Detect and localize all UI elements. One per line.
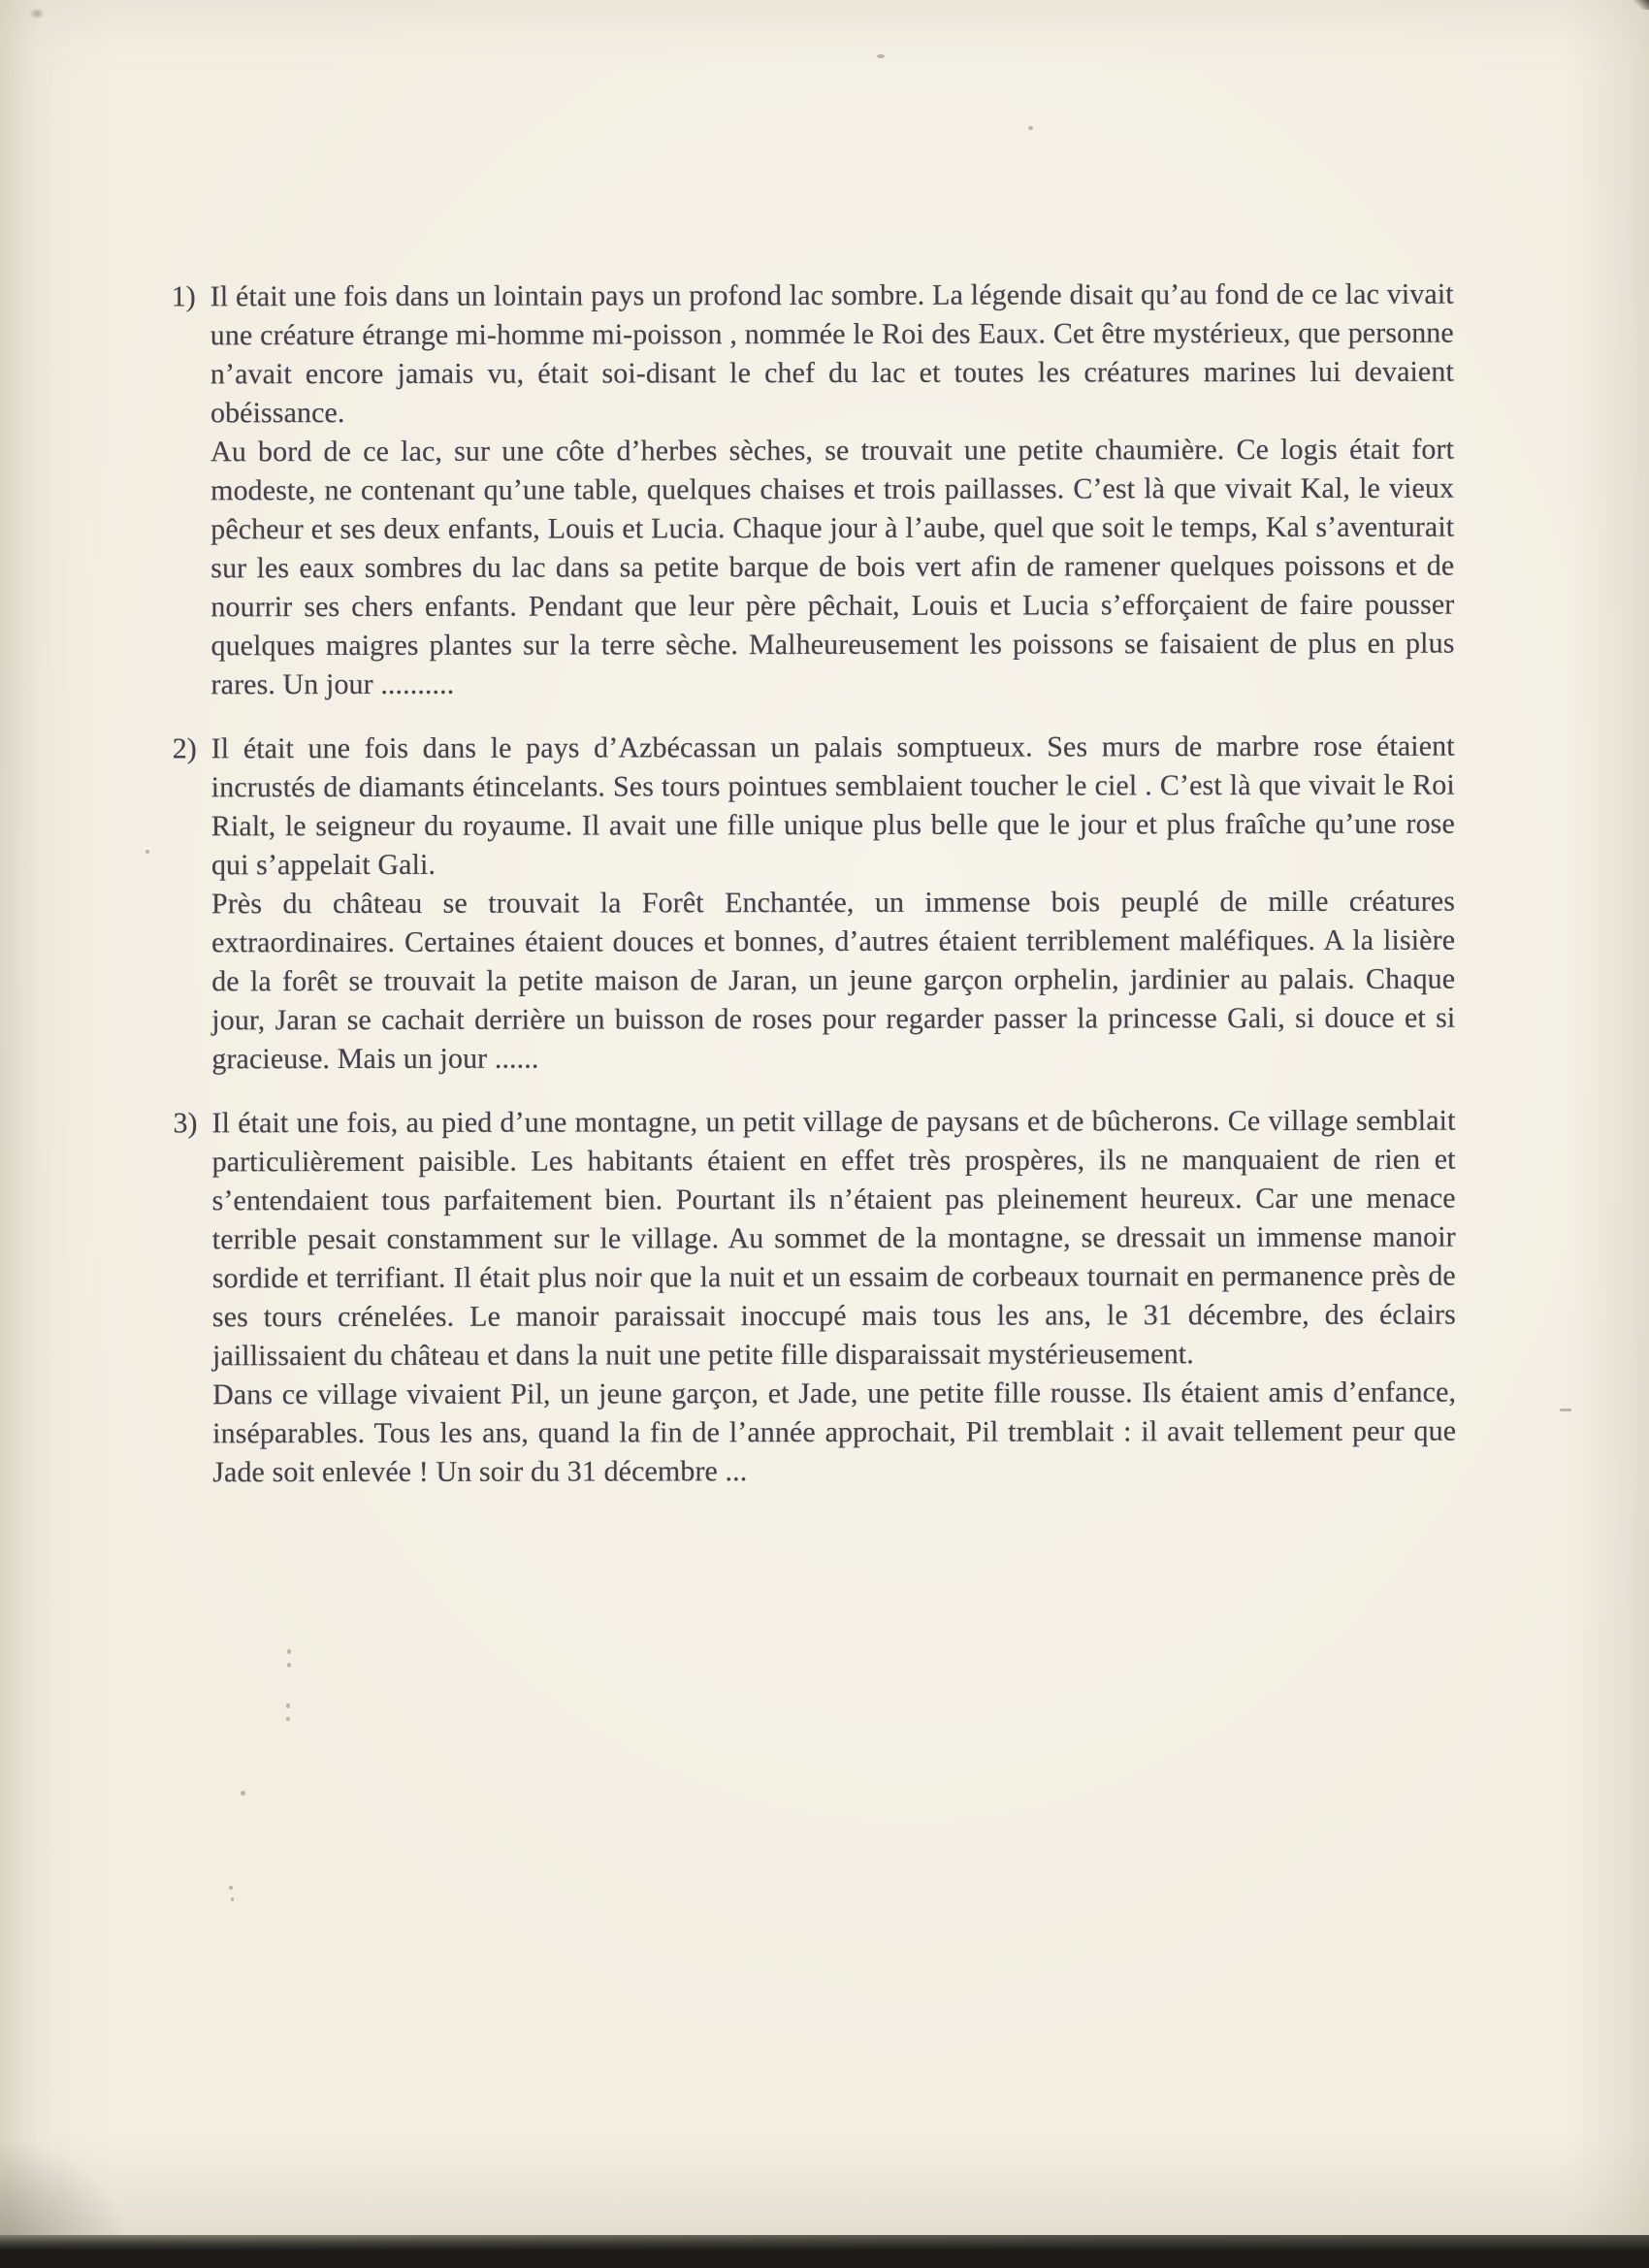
scan-speck <box>146 850 149 854</box>
page-corner-shadow <box>0 2084 184 2249</box>
story-paragraph: Près du château se trouvait la Forêt Enchantée, un immense bois peuplé de mille créatures extraordinaires. Certaines étaient douces et bonnes, d’autres étaient terriblement maléfiques. A la lisière de la forêt se trouvait la petite maison de Jaran, un jeune garçon orphelin, jardinier au palais. Chaque jour, Jaran se cachait derrière un buisson de roses pour regarder passer la princesse Gali, si douce et si gracieuse. Mais un jour ...... <box>210 885 1456 1076</box>
scan-speck <box>241 1791 245 1796</box>
scan-speck <box>877 54 885 58</box>
scan-speck <box>287 1649 291 1654</box>
story-paragraph: Il était une fois dans le pays d’Azbécassan un palais somptueux. Ses murs de marbre rose étaient incrustés de diamants étincelants. Ses tours pointues semblaient toucher le ciel . C’est là que vivait le Roi Rialt, le seigneur du royaume. Il avait une fille unique plus belle que le jour et plus fraîche qu’une rose qui s’appelait Gali. <box>210 729 1455 882</box>
story-text <box>211 728 1456 1080</box>
story-paragraph: Il était une fois dans un lointain pays un profond lac sombre. La légende disait qu’au fond de ce lac vivait une créature étrange mi-homme mi-poisson , nommée le Roi des Eaux. Cet être mystérieux, que personne n’avait encore jamais vu, était soi-disant le chef du lac et toutes les créatures marines lui devaient obéissance. <box>210 277 1454 430</box>
scan-speck <box>286 1703 290 1708</box>
story-text <box>210 275 1455 705</box>
scan-speck <box>231 1897 234 1901</box>
story-text <box>211 1102 1456 1493</box>
story-item-2 <box>173 728 1464 1080</box>
scan-edge-nick <box>1633 0 1649 10</box>
scan-speck <box>1560 1409 1571 1411</box>
scan-speck <box>287 1663 291 1668</box>
story-paragraph: Dans ce village vivaient Pil, un jeune garçon, et Jade, une petite fille rousse. Ils étaient amis d’enfance, inséparables. Tous les ans, quand la fin de l’année approchait, Pil tremblait : il avait tellement peur que Jade soit enlevée ! Un soir du 31 décembre ... <box>212 1376 1457 1489</box>
scan-speck <box>229 1886 233 1890</box>
story-list <box>172 275 1465 1518</box>
scan-edge-bottom <box>0 2235 1649 2268</box>
story-paragraph: Il était une fois, au pied d’une montagne, un petit village de paysans et de bûcherons. Ce village semblait particulièrement paisible. Les habitants étaient en effet très prospères, ils ne manquaient de rien et s’entendaient tous parfaitement bien. Pourtant ils n’étaient pas pleinement heureux. Car une menace terrible pesait constamment sur le village. Au sommet de la montagne, se dressait un immense manoir sordide et terrifiant. Il était plus noir que la nuit et un essaim de corbeaux tournait en permanence près de ses tours crénelées. Le manoir paraissait inoccupé mais tous les ans, le 31 décembre, des éclairs jaillissaient du château et dans la nuit une petite fille disparaissait mystérieusement. <box>211 1104 1456 1373</box>
story-paragraph: Au bord de ce lac, sur une côte d’herbes sèches, se trouvait une petite chaumière. Ce logis était fort modeste, ne contenant qu’une table, quelques chaises et trois paillasses. C’est là que vivait Kal, le vieux pêcheur et ses deux enfants, Louis et Lucia. Chaque jour à l’aube, quel que soit le temps, Kal s’aventurait sur les eaux sombres du lac dans sa petite barque de bois vert afin de ramener quelques poissons et de nourrir ses chers enfants. Pendant que leur père pêchait, Louis et Lucia s’efforçaient de faire pousser quelques maigres plantes sur la terre sèche. Malheureusement les poissons se faisaient de plus en plus rares. Un jour .......... <box>210 433 1455 701</box>
story-number: 3) <box>173 1107 198 1140</box>
scan-smudge <box>29 8 45 19</box>
story-number: 2) <box>172 732 197 765</box>
scan-speck <box>286 1717 290 1721</box>
scan-speck <box>1028 126 1033 130</box>
story-item-3 <box>173 1102 1464 1493</box>
story-item-1 <box>172 275 1463 705</box>
story-number: 1) <box>171 280 196 313</box>
